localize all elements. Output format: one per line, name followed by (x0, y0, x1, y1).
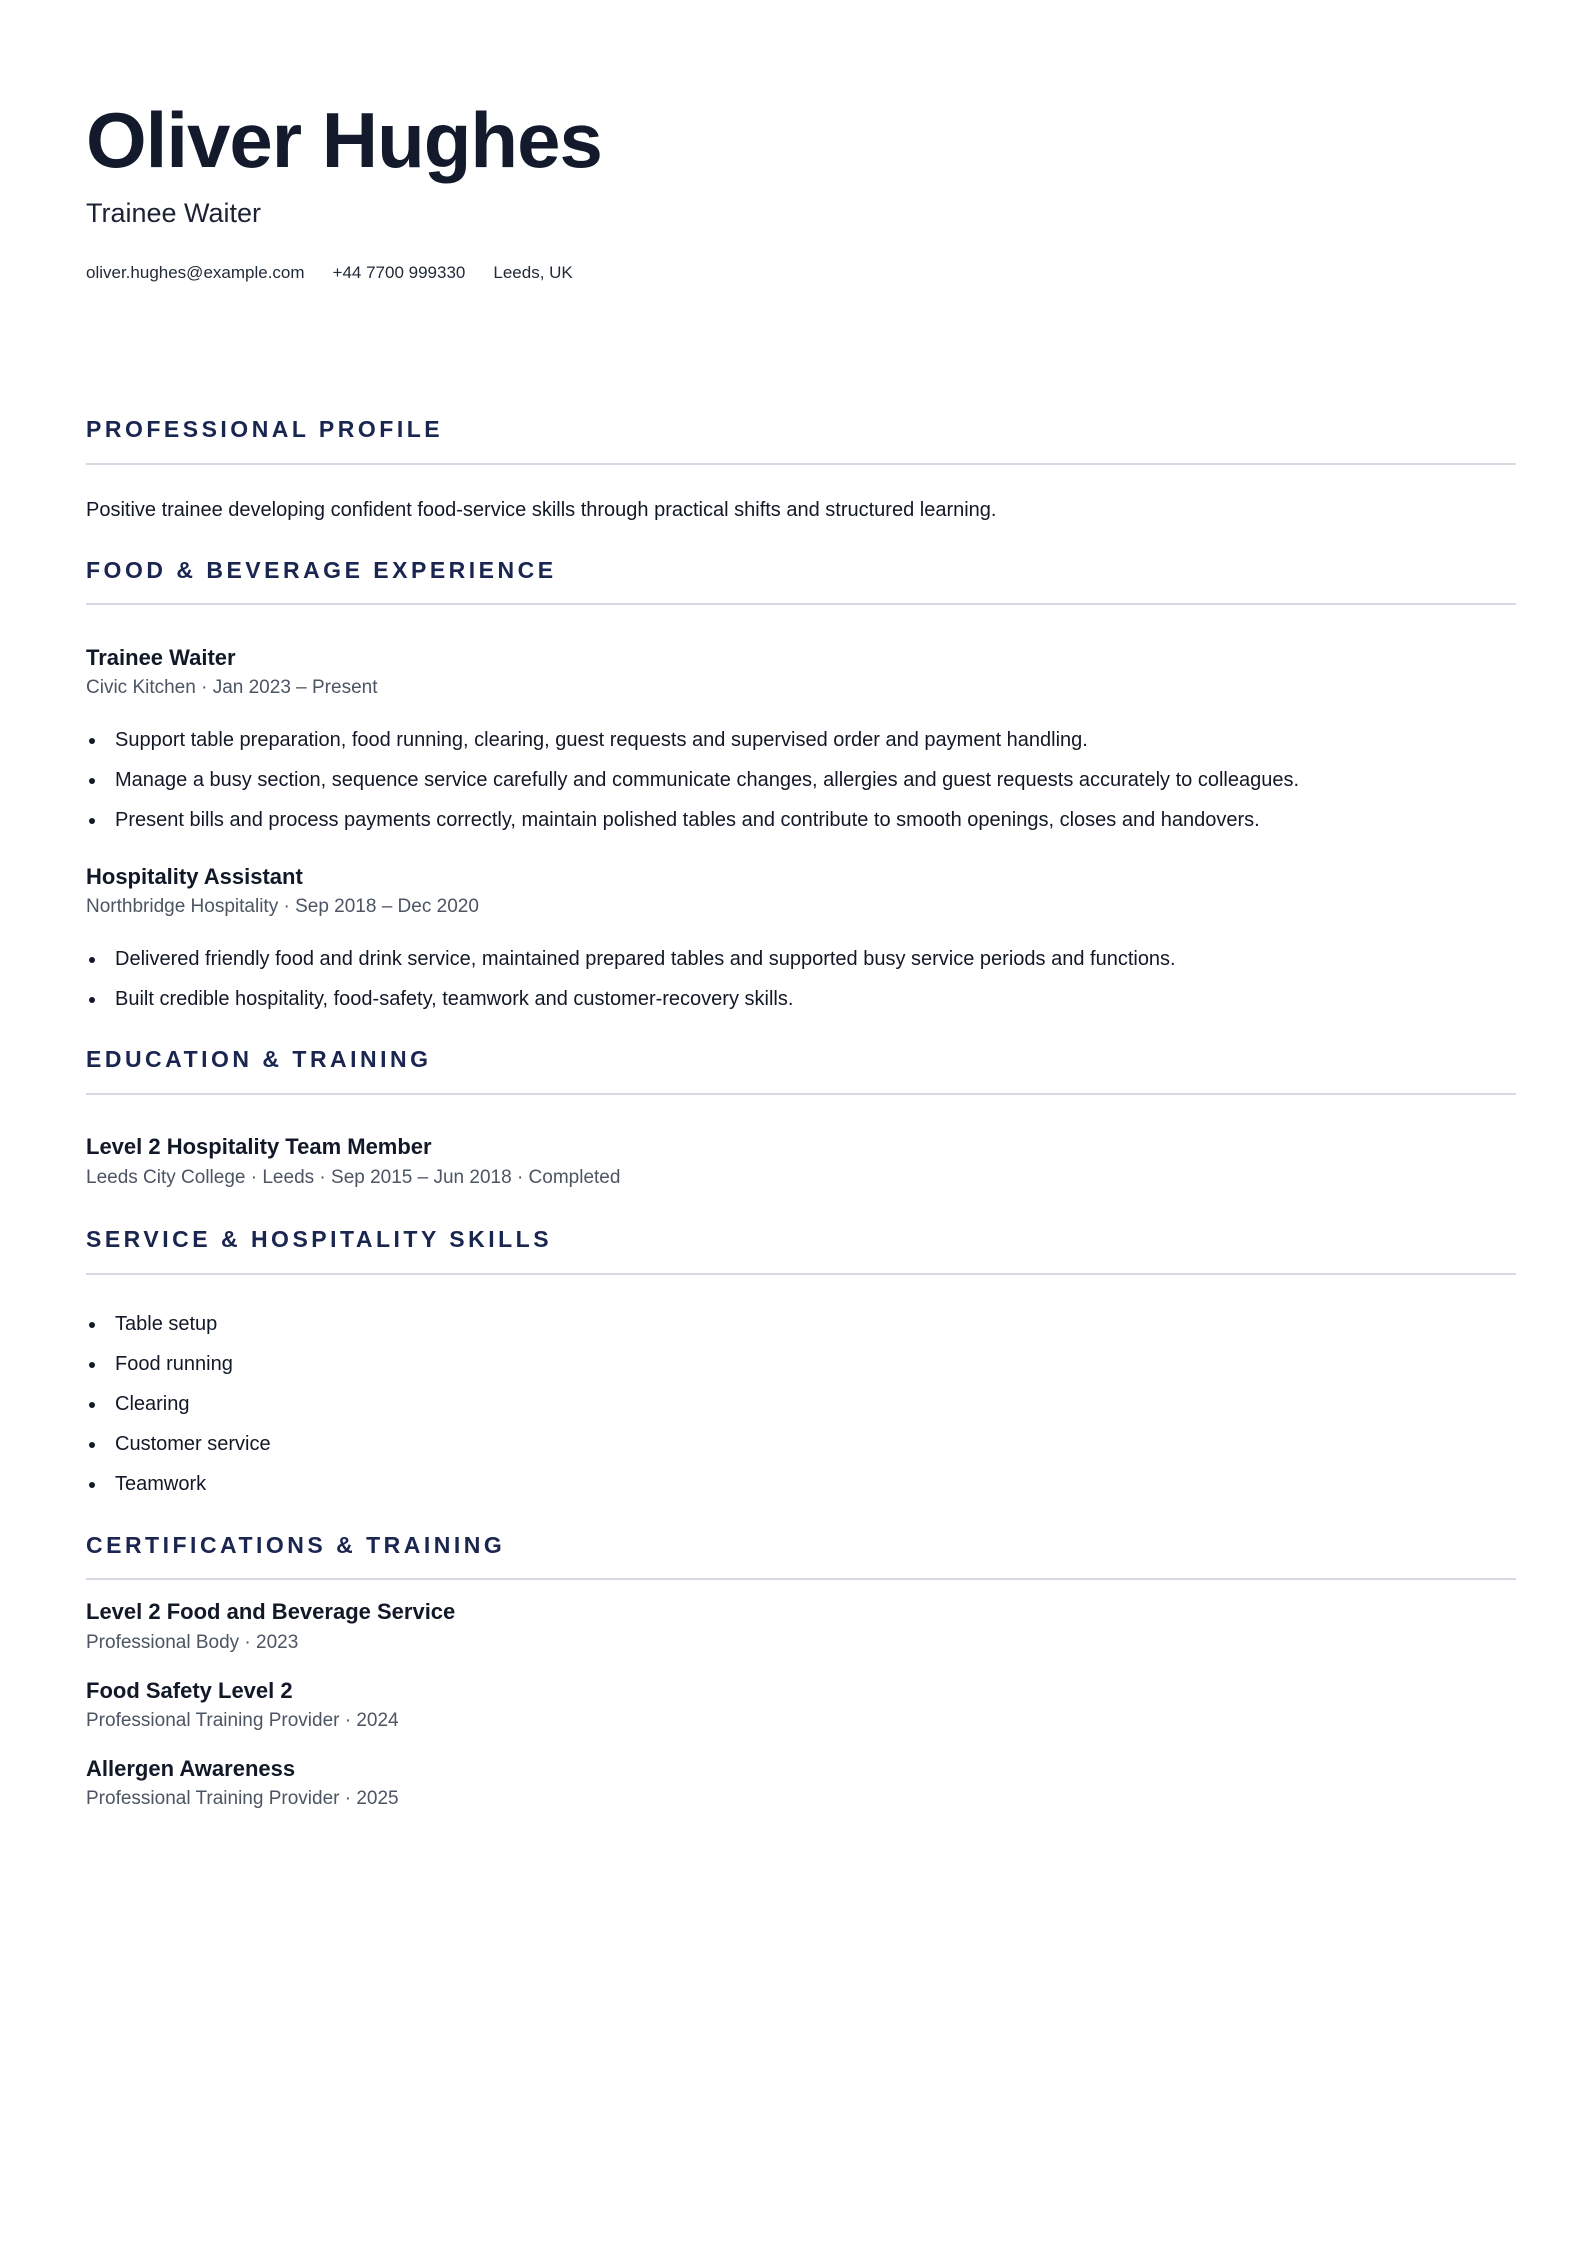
contact-phone: +44 7700 999330 (332, 263, 466, 282)
section-divider (86, 1093, 1516, 1095)
certification-meta: Professional Training Provider · 2024 (86, 1710, 399, 1731)
section-title-experience: FOOD & BEVERAGE EXPERIENCE (86, 557, 557, 583)
job-title: Trainee Waiter (86, 645, 236, 670)
contact-line (86, 261, 573, 285)
section-divider (86, 603, 1516, 605)
list-item: Teamwork (86, 1470, 271, 1498)
list-item: Table setup (86, 1310, 271, 1338)
list-item: Support table preparation, food running, clearing, guest requests and supervised order and payment handling. (86, 726, 1299, 754)
candidate-name: Oliver Hughes (86, 96, 602, 184)
certification-meta: Professional Body · 2023 (86, 1632, 299, 1653)
list-item: Food running (86, 1350, 271, 1378)
list-item: Manage a busy section, sequence service carefully and communicate changes, allergies and guest requests accurately to colleagues. (86, 766, 1299, 794)
list-item: Customer service (86, 1430, 271, 1458)
certification-meta: Professional Training Provider · 2025 (86, 1788, 399, 1809)
list-item: Clearing (86, 1390, 271, 1418)
candidate-role: Trainee Waiter (86, 198, 262, 228)
list-item: Built credible hospitality, food-safety, teamwork and customer-recovery skills. (86, 985, 1176, 1013)
job-bullets (86, 726, 1299, 846)
list-item: Delivered friendly food and drink service, maintained prepared tables and supported busy service periods and functions. (86, 945, 1176, 973)
job-meta: Northbridge Hospitality · Sep 2018 – Dec 2020 (86, 896, 479, 917)
skills-list (86, 1310, 271, 1510)
certification-title: Food Safety Level 2 (86, 1678, 293, 1703)
section-title-education: EDUCATION & TRAINING (86, 1046, 432, 1072)
job-bullets (86, 945, 1176, 1025)
section-divider (86, 1273, 1516, 1275)
certification-title: Allergen Awareness (86, 1756, 296, 1781)
contact-email: oliver.hughes@example.com (86, 263, 305, 282)
education-meta: Leeds City College · Leeds · Sep 2015 – Jun 2018 · Completed (86, 1167, 621, 1188)
profile-text: Positive trainee developing confident food-service skills through practical shifts and structured learning. (86, 499, 997, 521)
list-item: Present bills and process payments correctly, maintain polished tables and contribute to smooth openings, closes and handovers. (86, 806, 1299, 834)
section-title-certifications: CERTIFICATIONS & TRAINING (86, 1532, 506, 1558)
section-title-skills: SERVICE & HOSPITALITY SKILLS (86, 1226, 553, 1252)
certification-title: Level 2 Food and Beverage Service (86, 1599, 456, 1624)
section-divider (86, 463, 1516, 465)
job-meta: Civic Kitchen · Jan 2023 – Present (86, 677, 378, 698)
job-title: Hospitality Assistant (86, 864, 303, 889)
section-title-profile: PROFESSIONAL PROFILE (86, 416, 444, 442)
section-divider (86, 1578, 1516, 1580)
contact-location: Leeds, UK (493, 263, 573, 282)
education-title: Level 2 Hospitality Team Member (86, 1134, 432, 1159)
